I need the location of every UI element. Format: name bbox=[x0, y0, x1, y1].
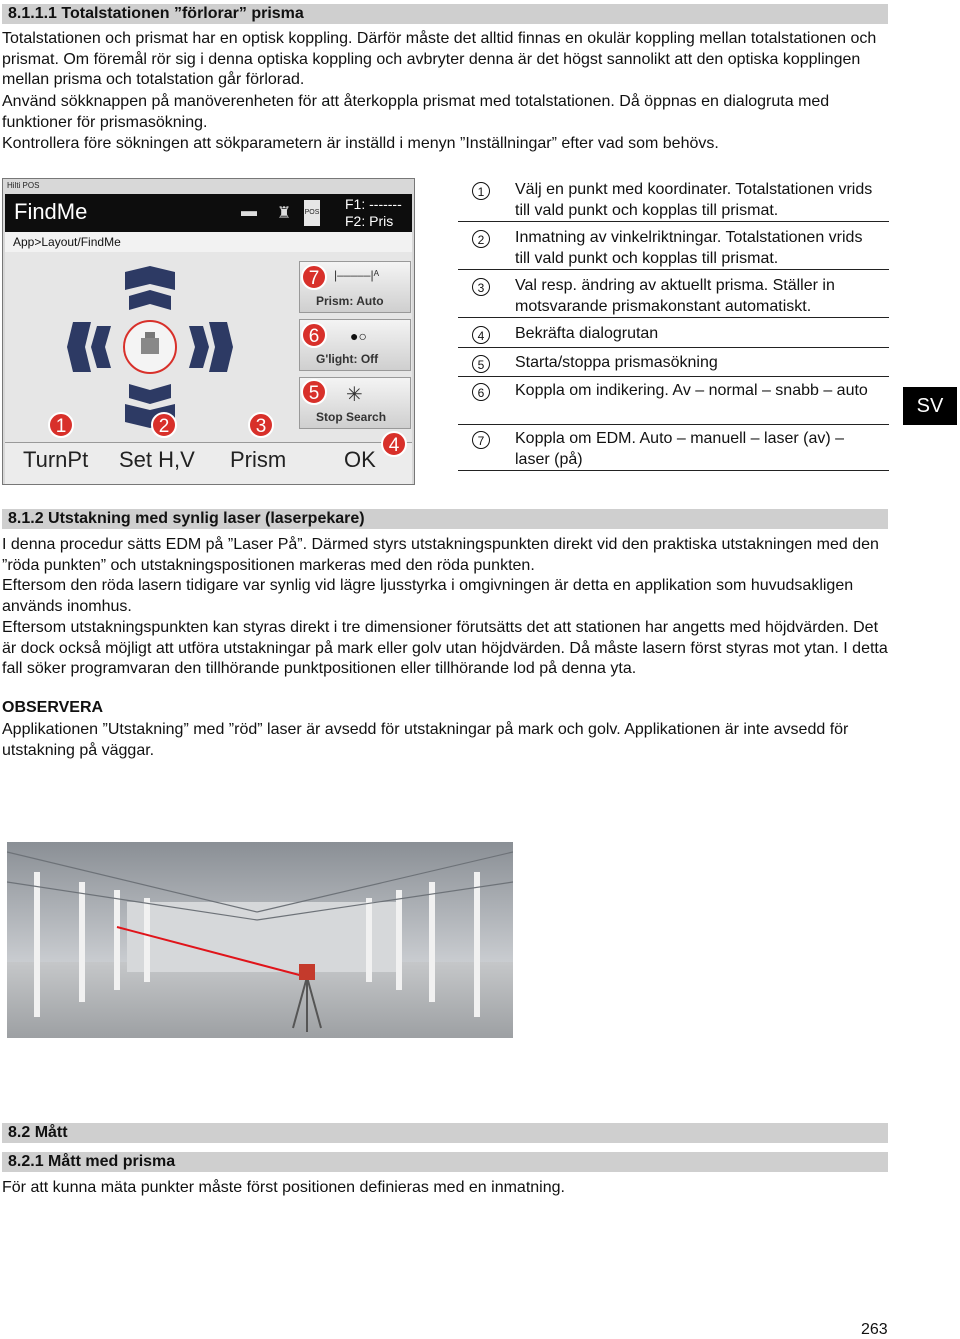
note-text: Applikationen ”Utstakning” med ”röd” laser är avsedd för utstakningar på mark och golv. Applikationen är inte avsedd för utstakning på väggar. bbox=[2, 721, 849, 759]
callout-badge-2: 2 bbox=[151, 412, 177, 438]
legend-text: Välj en punkt med koordinater. Totalstationen vrids till vald punkt och kopplas till prismat. bbox=[515, 181, 873, 219]
paragraph-optical-coupling: Totalstationen och prismat har en optisk koppling. Därför måste det alltid finnas en okulär koppling mellan totalstationen och prismat. Om föremål rör sig i denna optiska koppling och avbryter denna är det högst sannolikt att den optiska kopplingen mellan prisma och totalstation går förlorad. bbox=[2, 30, 877, 89]
callout-badge-3: 3 bbox=[248, 412, 274, 438]
legend-item bbox=[458, 228, 889, 270]
legend-number: 6 bbox=[472, 383, 490, 401]
device-screenshot bbox=[2, 178, 415, 485]
legend-item bbox=[458, 324, 889, 348]
legend-number: 4 bbox=[472, 326, 490, 344]
search-spinner-icon: ✳ bbox=[346, 384, 363, 406]
callout-badge-4: 4 bbox=[381, 431, 407, 457]
legend-text: Starta/stoppa prismasökning bbox=[515, 354, 718, 371]
legend-number: 5 bbox=[472, 355, 490, 373]
device-title: FindMe bbox=[14, 199, 88, 224]
device-breadcrumb: App>Layout/FindMe bbox=[5, 232, 412, 252]
pos-indicator: POS bbox=[304, 200, 320, 226]
legend-text: Koppla om EDM. Auto – manuell – laser (av) – laser (på) bbox=[515, 430, 845, 468]
laser-range-icon: |‒‒‒‒‒|ᴬ bbox=[334, 268, 380, 282]
legend-text: Inmatning av vinkelriktningar. Totalstationen vrids till vald punkt och kopplas till prismat. bbox=[515, 229, 863, 267]
legend-item bbox=[458, 180, 889, 222]
softkey-ok[interactable]: OK bbox=[344, 447, 376, 472]
section-heading-8-1-2: 8.1.2 Utstakning med synlig laser (laserpekare) bbox=[2, 509, 888, 529]
device-title-bar bbox=[5, 194, 412, 232]
warehouse-laser-photo bbox=[7, 842, 513, 1038]
softkey-turnpt[interactable]: TurnPt bbox=[23, 447, 89, 472]
device-brand: Hilti POS bbox=[7, 181, 40, 190]
legend-text: Val resp. ändring av aktuellt prisma. Ställer in motsvarande prismakonstant automatiskt. bbox=[515, 277, 835, 315]
paragraph-three-dimensions: Eftersom utstakningspunkten kan styras direkt i tre dimensioner förutsätts det att stationen har angetts med höjdvärden. Det är dock också möjligt att utföra utstakningar på mark eller golv utan höjdvärden. Då måste lasern först styras mot ytan. I detta fall söker programvaran den tillhörande punktpositionen eller tillhörande lod på denna yta. bbox=[2, 619, 888, 678]
paragraph-search-parameter: Kontrollera före sökningen att sökparametern är inställd i menyn ”Inställningar” efter vad som behövs. bbox=[2, 135, 719, 152]
softkey-bar bbox=[5, 442, 412, 484]
legend-number: 3 bbox=[472, 278, 490, 296]
legend-number: 2 bbox=[472, 230, 490, 248]
paragraph-search-button: Använd sökknappen på manöverenheten för att återkoppla prismat med totalstationen. Då öppnas en dialogruta med funktioner för prismasökning. bbox=[2, 93, 830, 131]
paragraph-laser-on: I denna procedur sätts EDM på ”Laser På”. Därmed styrs utstakningspunkten direkt vid den praktiska utstakningen med den ”röda punkten” och utstakningspositionen markeras med den röda punkten. bbox=[2, 536, 879, 574]
softkey-set-hv[interactable]: Set H,V bbox=[119, 447, 195, 472]
legend-text: Koppla om indikering. Av – normal – snabb – auto bbox=[515, 382, 868, 399]
callout-badge-7: 7 bbox=[301, 264, 327, 290]
softkey-prism[interactable]: Prism bbox=[230, 447, 287, 472]
stop-search-label: Stop Search bbox=[316, 410, 387, 424]
legend-item bbox=[458, 429, 889, 471]
guide-light-label: G'light: Off bbox=[316, 352, 379, 366]
note-heading: OBSERVERA bbox=[2, 699, 104, 716]
legend-number: 1 bbox=[472, 182, 490, 200]
guide-light-icon: ●○ bbox=[350, 328, 367, 344]
callout-badge-1: 1 bbox=[48, 412, 74, 438]
battery-icon: ▬ bbox=[241, 203, 257, 220]
legend-text: Bekräfta dialogrutan bbox=[515, 325, 659, 342]
legend-item bbox=[458, 381, 889, 425]
direction-pad-icon bbox=[5, 252, 295, 442]
station-icon: ♜ bbox=[277, 205, 292, 222]
callout-badge-6: 6 bbox=[301, 322, 327, 348]
callout-badge-5: 5 bbox=[301, 379, 327, 405]
language-tab: SV bbox=[903, 387, 957, 425]
legend-item bbox=[458, 353, 889, 377]
section-heading-8-2-1: 8.2.1 Mått med prisma bbox=[2, 1152, 888, 1172]
paragraph-indoor-use: Eftersom den röda lasern tidigare var synlig vid lägre ljusstyrka i omgivningen är detta en applikation som huvudsakligen används inomhus. bbox=[2, 577, 854, 615]
edm-mode-label: Prism: Auto bbox=[316, 294, 384, 308]
f2-label: F2: Pris bbox=[345, 213, 394, 229]
f1-label: F1: ------- bbox=[345, 196, 402, 212]
paragraph-position-definition: För att kunna mäta punkter måste först positionen definieras med en inmatning. bbox=[2, 1179, 565, 1196]
legend-number: 7 bbox=[472, 431, 490, 449]
section-heading-8-1-1-1: 8.1.1.1 Totalstationen ”förlorar” prisma bbox=[2, 4, 888, 24]
section-heading-8-2: 8.2 Mått bbox=[2, 1123, 888, 1143]
page-number: 263 bbox=[861, 1321, 888, 1338]
legend-item bbox=[458, 276, 889, 318]
